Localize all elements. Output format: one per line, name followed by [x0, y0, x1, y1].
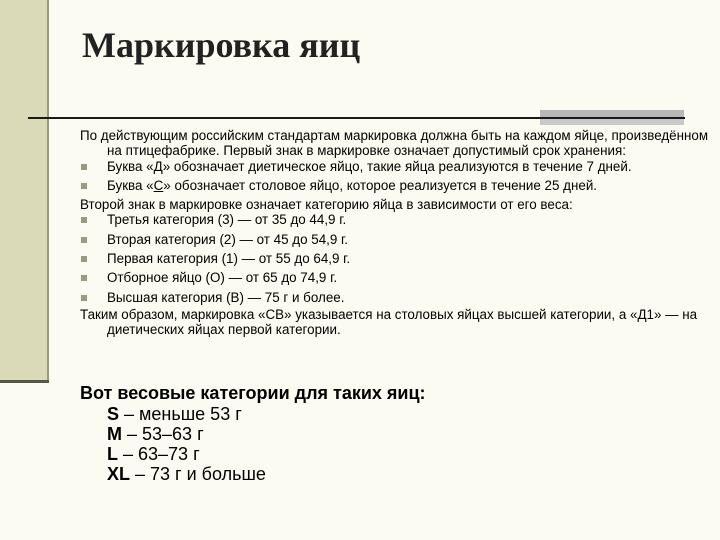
weight-row: S – меньше 53 г: [107, 404, 242, 424]
list-item: Вторая категория (2) — от 45 до 54,9 г.: [80, 232, 710, 247]
slide-body: [80, 128, 710, 338]
letter-s: С: [153, 177, 164, 193]
second-sign-paragraph: Второй знак в маркировке означает категорию яйца в зависимости от его веса:: [80, 197, 573, 213]
list-item: Буква «С» обозначает столовое яйцо, которое реализуется в течение 25 дней.: [80, 178, 710, 193]
list-item: Третья категория (3) — от 35 до 44,9 г.: [80, 212, 710, 227]
intro-paragraph: По действующим российским стандартам маркировка должна быть на каждом яйце, произведённом на птицефабрике. Первый знак в маркировке означает допустимый срок хранения:: [80, 128, 709, 159]
list-item: Буква «Д» обозначает диетическое яйцо, такие яйца реализуются в течение 7 дней.: [80, 159, 710, 174]
bullet-icon: [81, 217, 87, 223]
bullet-icon: [81, 183, 87, 189]
weights-section: [80, 383, 426, 484]
weight-row: XL – 73 г и больше: [107, 464, 266, 484]
weights-heading: Вот весовые категории для таких яиц:: [80, 383, 426, 403]
bullet-icon: [81, 295, 87, 301]
side-bottom-rule: [0, 380, 49, 383]
bullet-icon: [81, 275, 87, 281]
slide-title: Маркировка яиц: [82, 25, 361, 65]
list-item: Высшая категория (В) — 75 г и более.: [80, 290, 710, 305]
list-item: Первая категория (1) — от 55 до 64,9 г.: [80, 251, 710, 266]
weight-row: L – 63–73 г: [107, 444, 200, 464]
weights-list: [107, 404, 426, 484]
conclusion-paragraph: Таким образом, маркировка «СВ» указывается на столовых яйцах высшей категории, а «Д1» — на диетических яйцах первой категории.: [80, 306, 698, 338]
side-line: [47, 0, 49, 382]
bullet-icon: [81, 164, 87, 170]
side-band: [0, 0, 47, 382]
list-item: Отборное яйцо (О) — от 65 до 74,9 г.: [80, 270, 710, 285]
bullet-icon: [81, 237, 87, 243]
title-accent-bar-lower: [540, 119, 684, 125]
title-rule: [28, 117, 685, 119]
bullet-icon: [81, 256, 87, 262]
title-accent-bar: [540, 110, 684, 117]
weight-row: M – 53–63 г: [107, 424, 204, 444]
letter-d: Д: [153, 158, 163, 174]
